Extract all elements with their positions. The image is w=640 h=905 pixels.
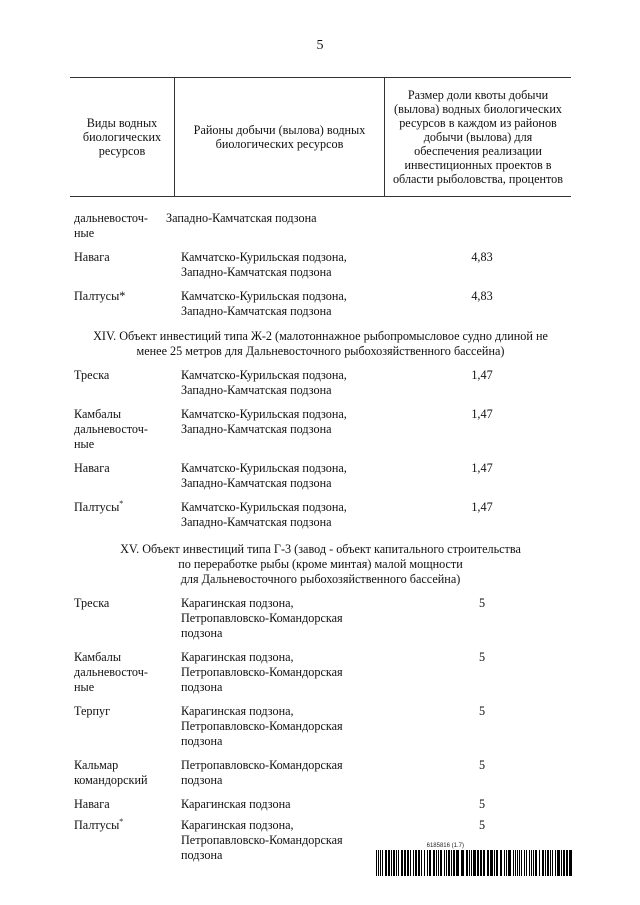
species-cell — [70, 500, 175, 530]
species-cell: Камбалы дальневосточ- ные — [74, 407, 148, 451]
barcode-bar — [378, 850, 379, 876]
table-row — [70, 500, 571, 530]
barcode-bar — [466, 850, 468, 876]
value-cell: 1,47 — [471, 461, 493, 475]
quota-table — [70, 77, 571, 863]
header-species: Виды водных биологических ресурсов — [70, 78, 175, 196]
barcode-bar — [393, 850, 395, 876]
barcode-icon — [376, 850, 572, 876]
table-row — [70, 650, 571, 695]
species-cell: Палтусы* — [74, 289, 126, 303]
value-cell: 4,83 — [471, 289, 493, 303]
barcode-number: 6185816 (1.7) — [426, 843, 464, 849]
barcode-bar — [473, 850, 476, 876]
section-title-xv — [70, 542, 571, 587]
barcode-bar — [566, 850, 568, 876]
barcode-bar — [424, 850, 425, 876]
species-name: Палтусы — [74, 818, 120, 832]
barcode-bar — [427, 850, 428, 876]
barcode-bar — [401, 850, 403, 876]
value-cell: 1,47 — [471, 368, 493, 382]
area-cell: Карагинская подзона — [181, 797, 291, 811]
footnote-mark: * — [119, 816, 124, 826]
barcode-bar — [504, 850, 505, 876]
barcode-bar — [500, 850, 502, 876]
barcode-bar — [531, 850, 532, 876]
table-row — [70, 461, 571, 491]
species-cell: Треска — [74, 596, 110, 610]
barcode-bar — [517, 850, 518, 876]
area-cell: Камчатско-Курильская подзона, Западно-Камчатская подзона — [181, 461, 347, 490]
area-cell: Петропавловско-Командорская подзона — [181, 758, 343, 787]
table-header — [70, 77, 571, 197]
barcode-bar — [535, 850, 537, 876]
barcode-bar — [429, 850, 431, 876]
barcode-bar — [552, 850, 553, 876]
barcode-bar — [542, 850, 544, 876]
barcode-bar — [526, 850, 527, 876]
species-name: Палтусы — [74, 500, 120, 514]
barcode-bar — [446, 850, 447, 876]
area-cell: Карагинская подзона, Петропавловско-Командорская подзона — [181, 704, 343, 748]
barcode-bar — [561, 850, 562, 876]
section-title-line: XV. Объект инвестиций типа Г-3 (завод - объект капитального строительства — [120, 542, 521, 556]
section-title-xiv: XIV. Объект инвестиций типа Ж-2 (малотоннажное рыбопромысловое судно длиной не менее 25 метров для Дальневосточного рыбохозяйственного бассейна) — [93, 329, 548, 358]
barcode-bar — [557, 850, 560, 876]
area-cell: Камчатско-Курильская подзона, Западно-Камчатская подзона — [181, 368, 347, 397]
species-cell: Терпуг — [74, 704, 111, 718]
barcode-bar — [391, 850, 392, 876]
barcode-bar — [524, 850, 525, 876]
barcode-bar — [404, 850, 406, 876]
species-cell: дальневосточ- ные — [74, 211, 148, 240]
area-cell: Камчатско-Курильская подзона, Западно-Камчатская подзона — [181, 407, 347, 436]
barcode-bar — [398, 850, 399, 876]
barcode-area — [376, 843, 572, 876]
table-row — [70, 368, 571, 398]
barcode-bar — [480, 850, 482, 876]
value-cell: 5 — [478, 596, 486, 610]
barcode-bar — [376, 850, 377, 876]
barcode-bar — [461, 850, 464, 876]
footnote-mark: * — [119, 498, 124, 508]
barcode-bar — [521, 850, 522, 876]
species-cell: Навага — [74, 250, 110, 264]
species-cell: Кальмар командорский — [74, 758, 148, 787]
barcode-bar — [410, 850, 411, 876]
barcode-bar — [385, 850, 387, 876]
barcode-bar — [483, 850, 485, 876]
barcode-bar — [519, 850, 520, 876]
barcode-bar — [508, 850, 511, 876]
barcode-bar — [436, 850, 437, 876]
species-cell: Камбалы дальневосточ- ные — [74, 650, 148, 694]
barcode-bar — [477, 850, 479, 876]
area-cell: Камчатско-Курильская подзона, Западно-Камчатская подзона — [181, 250, 347, 279]
barcode-bar — [440, 850, 442, 876]
barcode-bar — [388, 850, 390, 876]
table-row — [70, 704, 571, 749]
barcode-bar — [451, 850, 452, 876]
species-cell — [70, 818, 175, 863]
table-row — [70, 289, 571, 319]
barcode-bar — [515, 850, 516, 876]
barcode-bar — [545, 850, 546, 876]
barcode-bar — [529, 850, 530, 876]
barcode-bar — [469, 850, 470, 876]
table-row — [70, 596, 571, 641]
table-row — [70, 797, 571, 812]
barcode-bar — [415, 850, 417, 876]
area-cell: Карагинская подзона, Петропавловско-Командорская подзона — [181, 596, 343, 640]
value-cell: 5 — [478, 818, 486, 832]
table-row — [70, 211, 571, 241]
barcode-bar — [418, 850, 420, 876]
barcode-bar — [555, 850, 556, 876]
barcode-bar — [506, 850, 507, 876]
area-cell: Карагинская подзона, Петропавловско-Командорская подзона — [181, 650, 343, 694]
barcode-bar — [513, 850, 514, 876]
area-cell: Камчатско-Курильская подзона, Западно-Камчатская подзона — [181, 500, 347, 529]
barcode-bar — [547, 850, 549, 876]
barcode-bar — [533, 850, 534, 876]
area-cell: Камчатско-Курильская подзона, Западно-Камчатская подзона — [181, 289, 347, 318]
area-cell: Западно-Камчатская подзона — [166, 211, 317, 225]
barcode-bar — [490, 850, 493, 876]
value-cell: 4,83 — [471, 250, 493, 264]
value-cell: 5 — [478, 650, 486, 664]
barcode-bar — [421, 850, 422, 876]
species-cell: Навага — [74, 461, 110, 475]
barcode-bar — [380, 850, 381, 876]
section-title-line: по переработке рыбы (кроме минтая) малой мощности — [178, 557, 463, 571]
barcode-bar — [550, 850, 551, 876]
value-cell — [385, 211, 571, 241]
section-title-line: для Дальневосточного рыбохозяйственного бассейна) — [180, 572, 461, 586]
table-row — [70, 758, 571, 788]
barcode-bar — [448, 850, 450, 876]
species-cell: Треска — [74, 368, 110, 382]
page-number: 5 — [316, 38, 324, 53]
table-row — [70, 250, 571, 280]
barcode-bar — [453, 850, 455, 876]
value-cell: 5 — [478, 704, 486, 718]
value-cell: 5 — [478, 758, 486, 772]
barcode-bar — [456, 850, 459, 876]
barcode-bar — [407, 850, 409, 876]
barcode-bar — [438, 850, 439, 876]
barcode-bar — [396, 850, 397, 876]
barcode-bar — [496, 850, 498, 876]
value-cell: 5 — [478, 797, 486, 811]
table-row — [70, 407, 571, 452]
barcode-bar — [487, 850, 489, 876]
value-cell: 1,47 — [471, 500, 493, 514]
barcode-bar — [569, 850, 572, 876]
barcode-bar — [494, 850, 495, 876]
barcode-bar — [471, 850, 472, 876]
barcode-bar — [413, 850, 414, 876]
area-cell: Карагинская подзона, Петропавловско-Командорская подзона — [181, 818, 343, 862]
barcode-bar — [444, 850, 445, 876]
barcode-bar — [539, 850, 540, 876]
header-quota-share: Размер доли квоты добычи (вылова) водных биологических ресурсов в каждом из районов добычи (вылова) для обеспечения реализации инвестиционных проектов в области рыболовства, процентов — [392, 88, 564, 186]
species-cell: Навага — [74, 797, 110, 811]
header-areas: Районы добычи (вылова) водных биологических ресурсов — [175, 78, 385, 196]
barcode-bar — [382, 850, 383, 876]
barcode-bar — [433, 850, 435, 876]
value-cell: 1,47 — [471, 407, 493, 421]
barcode-bar — [563, 850, 565, 876]
